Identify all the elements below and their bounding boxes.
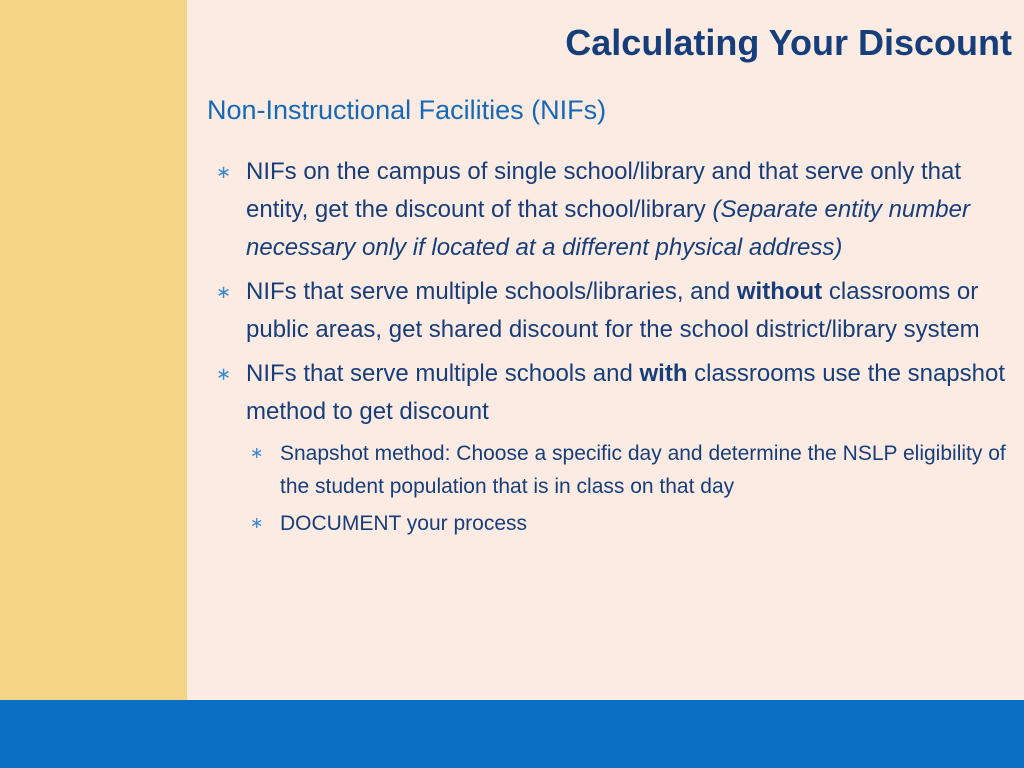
bullet-text-end: classrooms use the snapshot method to get discount [246, 360, 1006, 425]
bullet-bold-text: with [639, 360, 688, 387]
bullet-italic-note: (Separate entity number necessary only if located at a different physical address) [246, 196, 970, 261]
bullet-text-end: classrooms or public areas, get shared discount for the school district/library system [246, 278, 980, 343]
bullet-snapshot-nifs [214, 355, 1014, 431]
bullet-single-school-nifs [214, 153, 1014, 267]
sub-bullet-asterisk-icon: ∗ [250, 515, 264, 532]
slide-title: Calculating Your Discount [565, 22, 1012, 63]
sub-bullet-text: Snapshot method: Choose a specific day and determine the NSLP eligibility of the student population that is in class on that day [280, 442, 1006, 498]
bullet-shared-discount-nifs [214, 273, 1014, 349]
bullet-asterisk-icon: ∗ [216, 282, 232, 302]
sub-bullet-text: DOCUMENT your process [280, 512, 527, 535]
bullet-text: NIFs that serve multiple schools/libraries, and [246, 278, 737, 305]
sub-bullet-snapshot-method [214, 437, 1014, 503]
slide-content [214, 153, 1014, 544]
bottom-accent-band [0, 700, 1024, 768]
left-accent-band [0, 0, 187, 700]
bullet-asterisk-icon: ∗ [216, 162, 232, 182]
sub-bullet-document-process [214, 507, 1014, 540]
bullet-bold-text: without [736, 278, 823, 305]
slide-subtitle: Non-Instructional Facilities (NIFs) [207, 95, 607, 125]
bullet-text: NIFs that serve multiple schools and [246, 360, 640, 387]
bullet-asterisk-icon: ∗ [216, 364, 232, 384]
bullet-text: NIFs on the campus of single school/library and that serve only that entity, get the discount of that school/library [246, 158, 962, 223]
sub-bullet-asterisk-icon: ∗ [250, 445, 264, 462]
